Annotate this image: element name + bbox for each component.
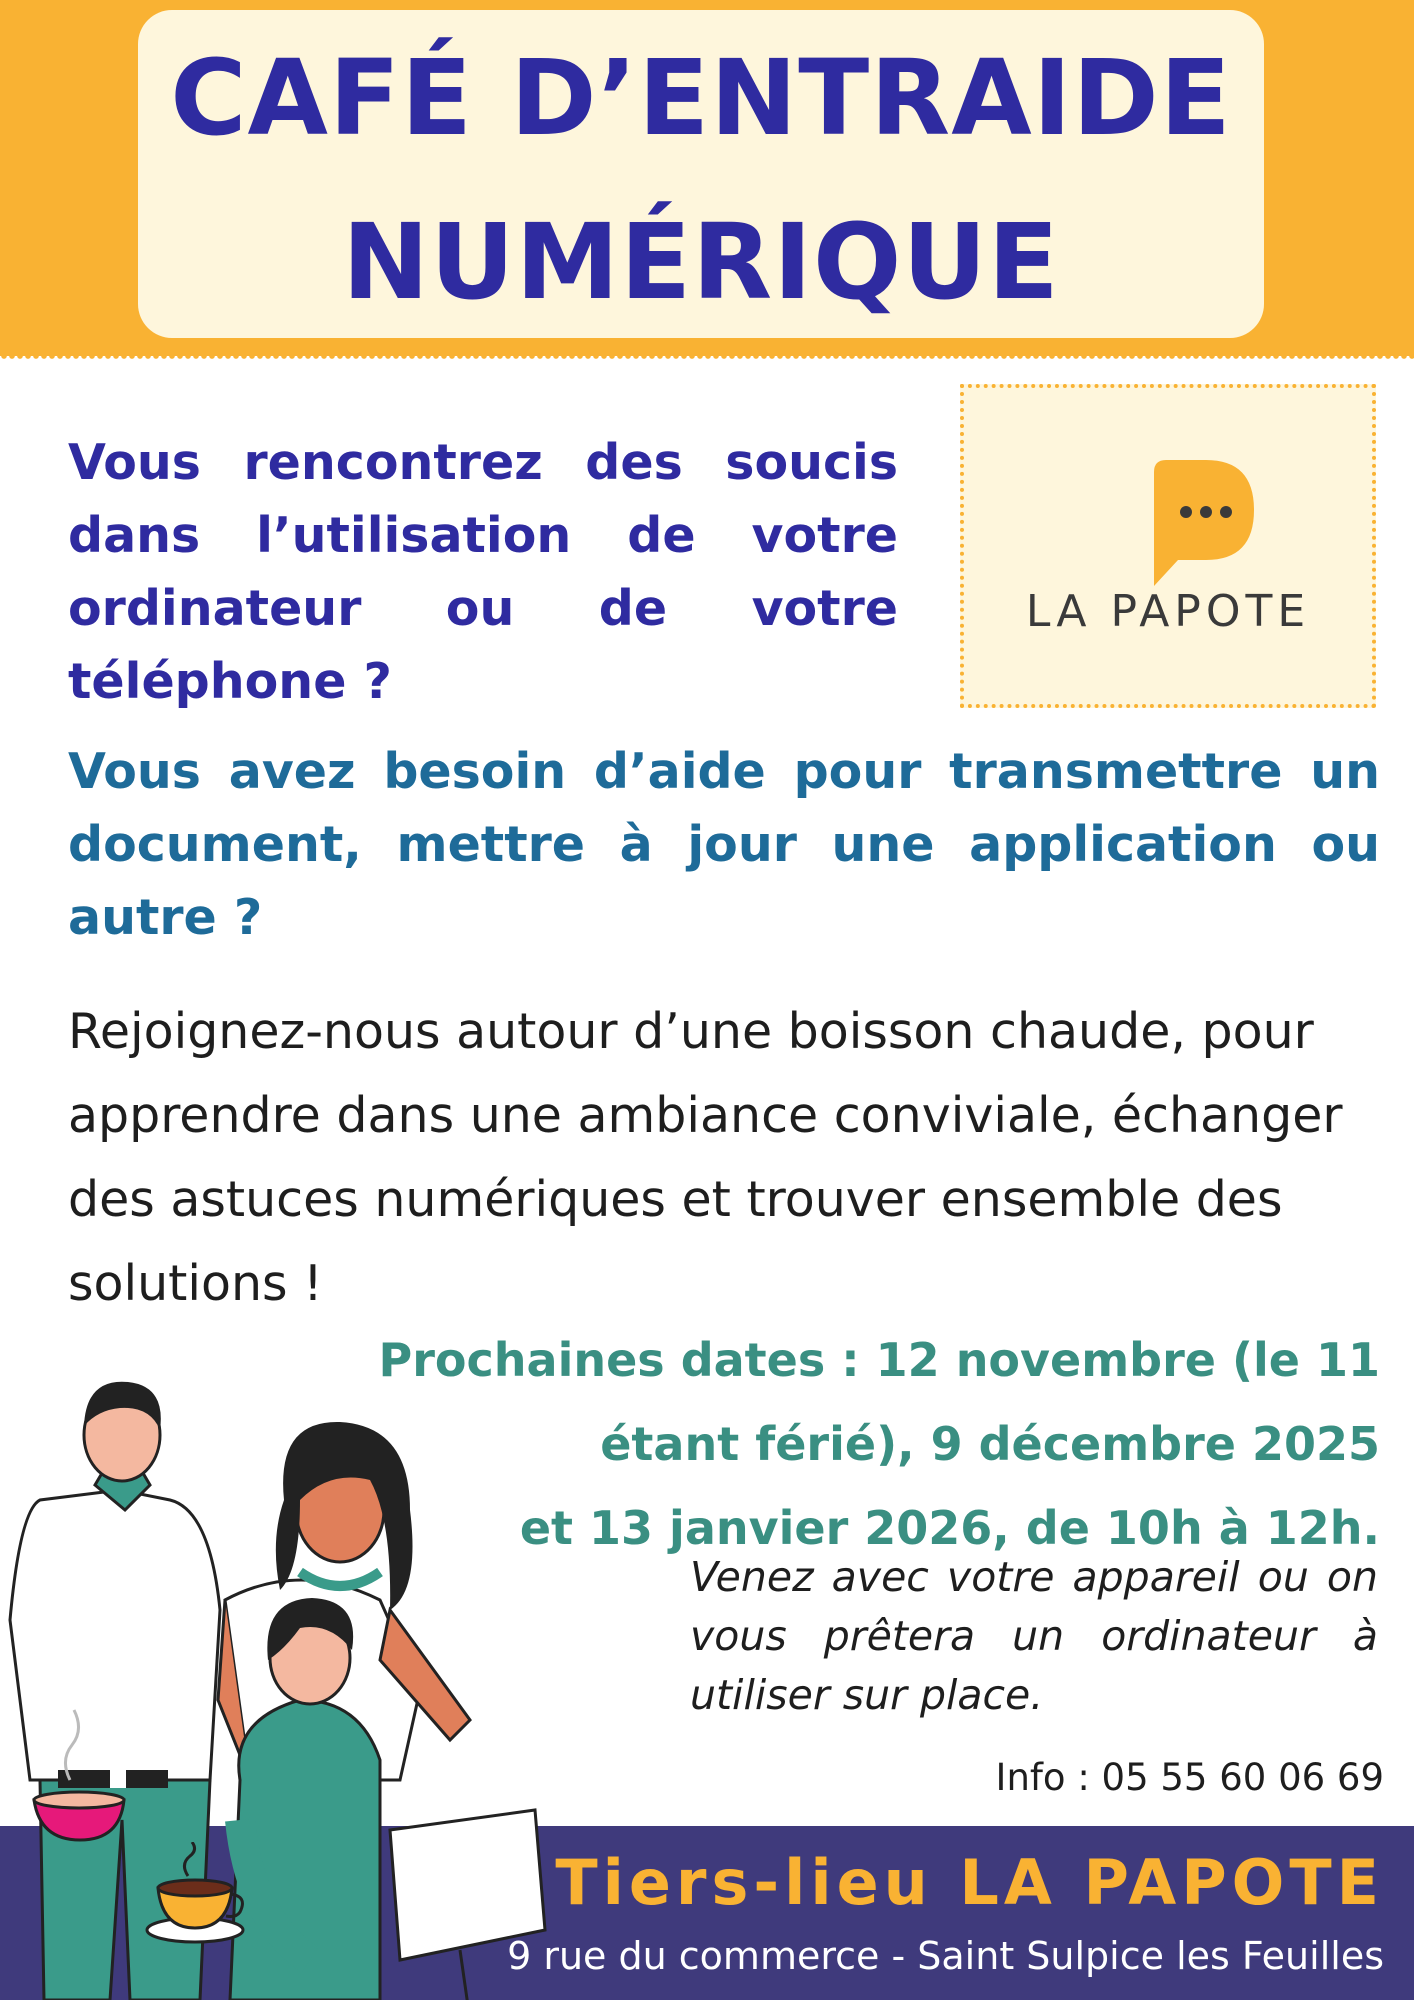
title-line-2: NUMÉRIQUE bbox=[342, 201, 1060, 323]
question-2: Vous avez besoin d’aide pour transmettre un document, mettre à jour une application ou autre ? bbox=[68, 743, 1380, 946]
title-card bbox=[138, 10, 1264, 338]
header-dotted-edge bbox=[0, 352, 1414, 360]
logo-box bbox=[960, 384, 1376, 708]
dates-line-3: et 13 janvier 2026, de 10h à 12h. bbox=[519, 1501, 1380, 1555]
footer-address: 9 rue du commerce - Saint Sulpice les Feuilles bbox=[507, 1934, 1384, 1978]
info-phone: Info : 05 55 60 06 69 bbox=[995, 1756, 1384, 1799]
coffee-cup-icon bbox=[140, 1842, 250, 1952]
device-note: Venez avec votre appareil ou on vous prêtera un ordinateur à utiliser sur place. bbox=[690, 1553, 1378, 1719]
dates-line-1: Prochaines dates : 12 novembre (le 11 bbox=[378, 1333, 1380, 1387]
people-at-computer-illustration bbox=[0, 1360, 560, 2000]
speech-bubble-icon bbox=[1154, 460, 1254, 588]
dates-line-2: étant férié), 9 décembre 2025 bbox=[600, 1417, 1380, 1471]
title-line-1: CAFÉ D’ENTRAIDE bbox=[170, 37, 1232, 159]
question-1: Vous rencontrez des soucis dans l’utilisation de votre ordinateur ou de votre téléphone ? bbox=[68, 434, 898, 710]
invitation-text: Rejoignez-nous autour d’une boisson chaude, pour apprendre dans une ambiance conviviale, échanger des astuces numériques et trouver ensemble des solutions ! bbox=[68, 1003, 1343, 1312]
logo-text: LA PAPOTE bbox=[1025, 586, 1311, 637]
footer-venue-name: Tiers-lieu LA PAPOTE bbox=[555, 1846, 1384, 1919]
